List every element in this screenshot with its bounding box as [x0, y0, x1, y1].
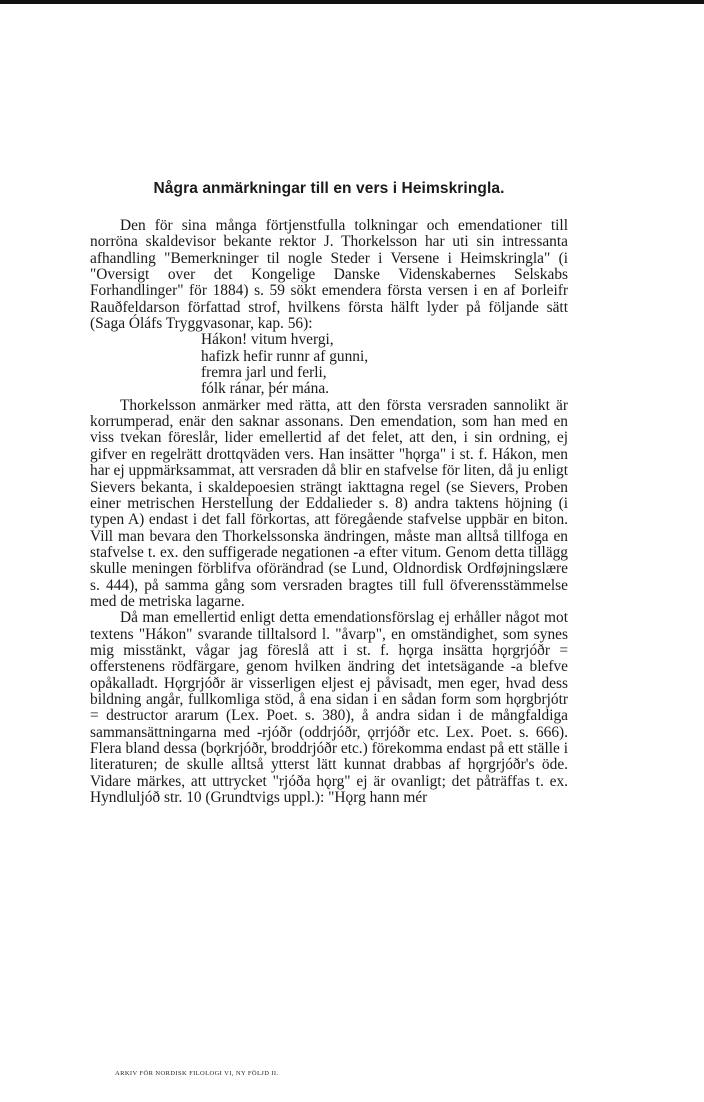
scan-edge: [0, 0, 704, 4]
verse-line: fremra jarl und ferli,: [201, 364, 327, 382]
verse-line: fólk ránar, þér mána.: [201, 380, 330, 398]
verse-line: hafizk hefir runnr af gunni,: [201, 347, 369, 365]
article-body: [90, 218, 568, 806]
paragraph-intro: Den för sina många förtjenstfulla tolkningar och emendationer till norröna skaldevisor bekante rektor J. Thorkelsson har uti sin intressanta afhandling "Bemerkninger til nogle Steder i Versene i Heimskringla" (i "Oversigt over det Kongelige Danske Videnskabernes Selskabs Forhandlinger" för 1884) s. 59 sökt emendera första versen i en af Þorleifr Rauðfeldarson författad strof, hvilkens första hälft lyder på följande sätt (Saga Óláfs Tryggvasonar, kap. 56):: [90, 217, 568, 333]
article-title: Några anmärkningar till en vers i Heimskringla.: [153, 180, 505, 197]
paragraph-analysis: Thorkelsson anmärker med rätta, att den första versraden sannolikt är korrumperad, enär den saknar assonans. Den emendation, som han med en viss tvekan föreslår, lider emellertid af det felet, att den, i sin ordning, ej gifver en regelrätt drottqväden vers. Han insätter "hǫrga" i st. f. Hákon, men har ej uppmärksammat, att versraden då blir en stafvelse för liten, då ju enligt Sievers bekanta, i skaldepoesien strängt iakttagna regel (se Sievers, Proben einer metrischen Herstellung der Eddalieder s. 8) andra taktens höjning (i typen A) endast i det fall förkortas, att föregående stafvelse uppbär en biton. Vill man bevara den Thorkelssonska ändringen, måste man alltså tillfoga en stafvelse t. ex. den suffigerade negationen -a efter vitum. Genom detta tillägg skulle meningen förblifva oförändrad (se Lund, Oldnordisk Ordføjningslære s. 444), på samma gång som versraden bragtes till full öfverensstämmelse med de metriska lagarne.: [90, 396, 568, 610]
paragraph-proposal: Då man emellertid enligt detta emendationsförslag ej erhåller något mot textens "Hákon" svarande tilltalsord l. "åvarp", en omständighet, som synes mig misstänkt, vågar jag föreslå att i st. f. hǫrga insätta hǫrgrjóðr = offerstenens rödfärgare, genom hvilken ändring det intetsägande -a blefve opåkalladt. Hǫrgrjóðr är visserligen eljest ej påvisadt, men eger, hvad dess bildning angår, fullkomliga stöd, å ena sidan i en sådan form som hǫrgbrjótr = destructor ararum (Lex. Poet. s. 380), å andra sidan i de mångfaldiga sammansättningarna med -rjóðr (oddrjóðr, ǫrrjóðr etc. Lex. Poet. s. 666). Flera bland dessa (bǫrkrjóðr, broddrjóðr etc.) förekomma endast på ett ställe i literaturen; de skulle alltså ytterst lätt kunnat drabbas af hǫrgrjóðr's öde. Vidare märkes, att uttrycket "rjóða hǫrg" ej är ovanligt; det påträffas t. ex. Hyndluljóð str. 10 (Grundtvigs uppl.): "Hǫrg hann mér: [90, 609, 568, 807]
verse-block: [201, 332, 568, 397]
verse-line: Hákon! vitum hvergi,: [201, 331, 334, 349]
journal-footer: ARKIV FÖR NORDISK FILOLOGI VI, NY FÖLJD II.: [115, 1070, 279, 1077]
